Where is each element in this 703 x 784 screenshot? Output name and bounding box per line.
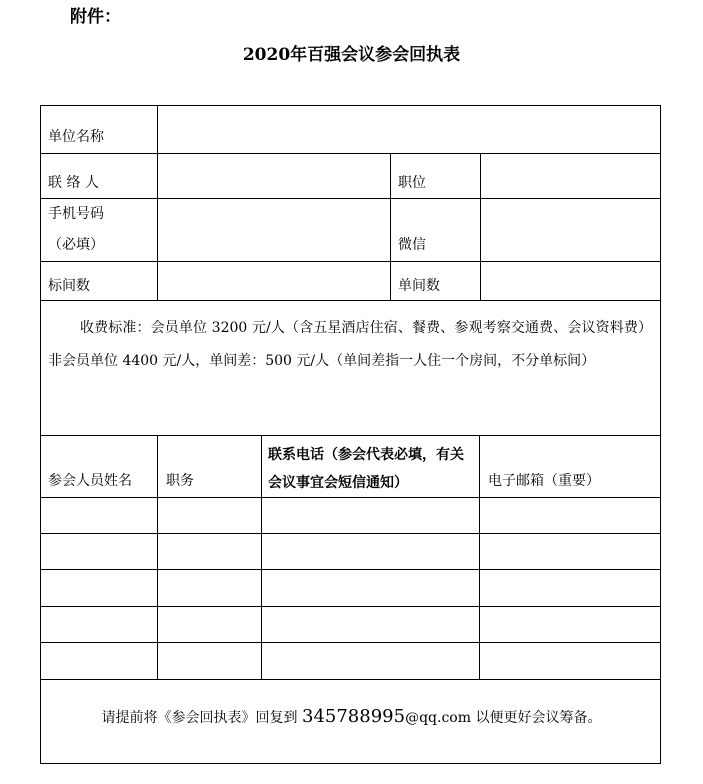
position-label: 职位 [398,175,426,191]
row-divider [40,435,661,436]
row-divider [40,679,661,680]
attendee-name-cell[interactable] [41,570,157,606]
attendee-name-cell[interactable] [41,498,157,533]
table-border-right [660,105,661,764]
contact-field[interactable] [158,154,390,198]
attendee-duty-header: 职务 [166,473,194,489]
attendee-name-cell[interactable] [41,534,157,569]
attendee-duty-cell[interactable] [158,570,261,606]
reply-qq-number: 345788995 [302,706,406,727]
wechat-label: 微信 [398,237,426,253]
attendee-phone-header: 联系电话（参会代表必填，有关会议事宜会短信通知） [268,447,464,491]
col-divider [390,153,391,300]
single-room-field[interactable] [481,262,660,300]
attendee-name-header: 参会人员姓名 [48,473,132,489]
org-name-field[interactable] [158,106,660,153]
mobile-required-note: （必填） [48,237,104,253]
attendee-phone-cell[interactable] [262,570,479,606]
attendee-phone-cell[interactable] [262,607,479,642]
contact-label: 联 络 人 [48,175,99,191]
attachment-label: 附件： [70,7,121,27]
attendee-duty-cell[interactable] [158,534,261,569]
attendee-duty-cell[interactable] [158,643,261,678]
attendee-email-header: 电子邮箱（重要） [488,473,600,489]
attendee-phone-cell[interactable] [262,643,479,678]
mobile-field[interactable] [158,199,390,261]
standard-room-field[interactable] [158,262,390,300]
attendee-phone-cell[interactable] [262,534,479,569]
attendee-duty-cell[interactable] [158,498,261,533]
reply-note-prefix: 请提前将《参会回执表》回复到 [101,710,302,726]
fee-standard-text: 收费标准：会员单位 3200 元/人（含五星酒店住宿、餐费、参观考察交通费、会议资料费）非会员单位 4400 元/人，单间差：500 元/人（单间差指一人住一个房间，不分单标间） [48,320,652,369]
wechat-field[interactable] [481,199,660,261]
page-title: 2020年百强会议参会回执表 [242,45,461,65]
reply-note [0,706,703,727]
attendee-email-cell[interactable] [480,643,660,678]
standard-room-label: 标间数 [48,278,90,294]
reply-note-suffix: @qq.com 以便更好会议筹备。 [405,710,602,726]
table-border-bottom [40,763,661,764]
mobile-label: 手机号码 [48,206,104,222]
row-divider [40,300,661,301]
attendee-email-cell[interactable] [480,534,660,569]
attendee-duty-cell[interactable] [158,607,261,642]
attendee-phone-cell[interactable] [262,498,479,533]
attendee-email-cell[interactable] [480,607,660,642]
attendee-email-cell[interactable] [480,498,660,533]
org-name-label: 单位名称 [48,129,104,145]
single-room-label: 单间数 [398,278,440,294]
attendee-name-cell[interactable] [41,607,157,642]
attendee-email-cell[interactable] [480,570,660,606]
attendee-name-cell[interactable] [41,643,157,678]
position-field[interactable] [481,154,660,198]
